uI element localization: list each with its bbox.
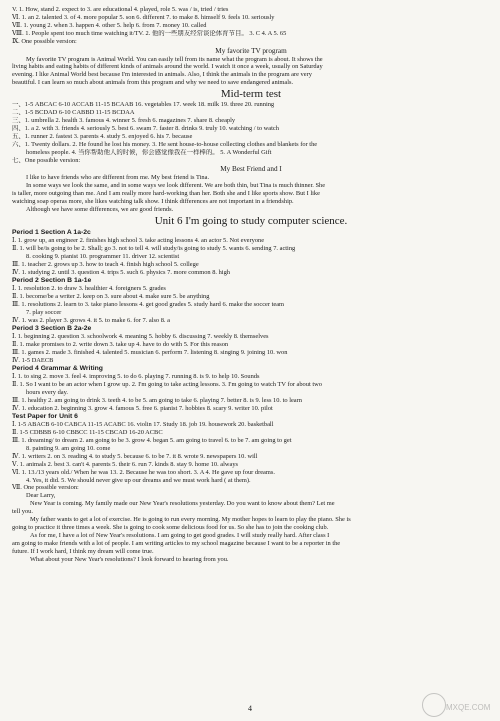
text-line: going to practice it three times a week. She is going to cook some delicious food for us. So she has to join the cooking club. <box>12 523 329 531</box>
text-line: 三、1. umbrella 2. health 3. famous 4. winner 5. fresh 6. magazines 7. share 8. cheaply <box>12 116 236 124</box>
text-line: Ⅰ. 1. resolution 2. to draw 3. healthier 4. foreigners 5. grades <box>12 285 166 293</box>
text-line: New Year is coming. My family made our New Year's resolutions yesterday. Do you want to know about them? Let me <box>30 500 335 508</box>
text-line: Ⅰ. 1. beginning 2. question 3. schoolwork 4. meaning 5. hobby 6. discussing 7. weekly 8. themselves <box>12 333 269 341</box>
text-line: tell you. <box>12 508 33 516</box>
text-line: Ⅰ. 1-5 ABACB 6-10 CABCA 11-15 ACABC 16. violin 17. Study 18. job 19. housework 20. basketball <box>12 421 274 429</box>
text-line: Ⅰ. 1. to sing 2. move 3. feel 4. improving 5. to do 6. playing 7. running 8. is 9. to help 10. Sounds <box>12 373 260 381</box>
text-line: am going to make friends with a lot of people. I am writing articles to my school magazine because I want to be a reporter in the <box>12 539 341 547</box>
text-line: 四、1. a 2. with 3. friends 4. seriously 5. best 6. swam 7. faster 8. drinks 9. truly 10. watching / to watch <box>12 124 279 132</box>
text-line: Ⅳ. 1. education 2. beginning 3. grow 4. famous 5. free 6. pianist 7. hobbies 8. scary 9. writer 10. pilot <box>12 404 273 412</box>
section-heading: Period 2 Section B 1a-1e <box>12 276 92 284</box>
section-heading: Period 1 Section A 1a-2c <box>12 228 91 236</box>
text-line: My favorite TV program is Animal World. You can easily tell from its name what the program is about. It shows the <box>26 55 323 63</box>
section-heading: Period 3 Section B 2a-2e <box>12 324 92 332</box>
text-line: 七、One possible version: <box>12 156 81 164</box>
text-line: Ⅲ. 1. healthy 2. am going to drink 3. teeth 4. to be 5. am going to take 6. playing 7. better 8. is 9. less 10. to learn <box>12 396 302 404</box>
text-line: Ⅲ. 1. resolutions 2. learn to 3. take piano lessons 4. get good grades 5. study hard 6. make the soccer team <box>12 301 285 309</box>
text-line: future. If I work hard, I think my dream will come true. <box>12 547 154 555</box>
text-line: 4. Yes, it did. 5. We should never give up our dreams and we must work hard ( at them). <box>26 476 251 484</box>
seal-icon <box>422 693 446 717</box>
text-line: Ⅸ. One possible version: <box>12 37 77 45</box>
text-line: Ⅱ. 1. So I want to be an actor when I grow up. 2. I'm going to take acting lessons. 3. I'm going to watch TV for about two <box>12 381 322 389</box>
section-heading: Period 4 Grammar & Writing <box>12 364 103 372</box>
text-line: living habits and eating habits of different kinds of animals around the world. I watch it once a week, usually on Saturday <box>12 63 323 71</box>
text-line: Ⅳ. 1. writers 2. on 3. reading 4. to study 5. because 6. to be 7. it 8. wrote 9. newspapers 10. will <box>12 452 258 460</box>
letter <box>12 492 490 563</box>
watermark-logo <box>422 693 492 717</box>
text-line: 7. play soccer <box>26 309 62 316</box>
midterm-answers <box>12 101 490 164</box>
watermark-text: MXQE.COM <box>446 703 491 712</box>
text-line: Ⅶ. One possible version: <box>12 484 79 492</box>
midterm-title: Mid-term test <box>220 88 282 101</box>
essay1-body <box>12 56 490 88</box>
text-line: Ⅲ. 1. games 2. made 3. finished 4. talented 5. musician 6. perform 7. listening 8. singing 9. joining 10. won <box>12 349 288 357</box>
text-line: 六、1. Twenty dollars. 2. He found he lost his money. 3. He sent house-to-house collecting clothes and blankets for the <box>12 140 318 148</box>
text-line: is taller, more outgoing than me. And I am really more hard-working than her. Both she and I like sports show. But I like <box>12 190 320 198</box>
page-number: 4 <box>248 704 252 713</box>
text-line: hours every day. <box>26 389 68 397</box>
text-line: Ⅴ. 1. animals 2. best 3. can't 4. parents 5. their 6. run 7. kinds 8. stay 9. home 10. always <box>12 460 239 468</box>
text-line: 二、1-5 BCDAD 6-10 CABBD 11-15 BCDAA <box>12 109 135 117</box>
text-line: V. 1. How, stand 2. expect to 3. are educational 4. played, role 5. was / is, tried / tries <box>12 6 229 13</box>
text-line: Although we have some differences, we are good friends. <box>26 206 174 214</box>
text-line: My father wants to get a lot of exercise. He is going to run every morning. My mother hopes to learn to play the piano. She is <box>30 516 351 524</box>
text-line: Ⅲ. 1. dreaming/ to dream 2. am going to be 3. grow 4. began 5. am going to travel 6. to be 7. am going to get <box>12 437 292 444</box>
text-line: Ⅳ. 1-5 DAECB <box>12 356 54 364</box>
text-line: watching soap operas more, she likes watching talk show. I think differences are not important in a friendship. <box>12 198 294 206</box>
unit-title: Unit 6 I'm going to study computer science. <box>154 214 348 227</box>
text-line: Ⅳ. 1. studying 2. until 3. question 4. trips 5. such 6. physics 7. more common 8. high <box>12 268 230 276</box>
text-line: As for me, I have a lot of New Year's resolutions. I am going to get good grades. I will study really hard. After class I <box>30 531 330 539</box>
text-line: Ⅵ. 1. 13./13 years old./ When he was 13. 2. Because he was too short. 3. A 4. He gave up four dreams. <box>12 468 275 476</box>
essay2-title: My Best Friend and I <box>220 165 282 174</box>
text-line: Ⅱ. 1. make promises to 2. write down 3. take up 4. have to do with 5. For this reason <box>12 341 229 349</box>
unit-sections <box>12 229 490 492</box>
text-line: Ⅱ. 1-5 CDBBB 6-10 CBBCC 11-15 CBCAD 16-20 ACBC <box>12 429 163 437</box>
text-line: Ⅳ. 1. was 2. player 3. grows 4. it 5. to make 6. for 7. also 8. a <box>12 316 170 324</box>
text-line: 一、1-5 ABCAC 6-10 ACCAB 11-15 BCAAB 16. vegetables 17. week 18. milk 19. three 20. running <box>12 101 275 109</box>
text-line: Ⅱ. 1. become/be a writer 2. keep on 3. sure about 4. make sure 5. be anything <box>12 293 210 301</box>
text-line: 8. painting 9. am going 10. come <box>26 444 111 452</box>
section-heading: Test Paper for Unit 6 <box>12 412 78 420</box>
essay2-body <box>12 174 490 214</box>
text-line: I like to have friends who are different from me. My best friend is Tina. <box>26 174 210 182</box>
text-line: What about your New Year's resolutions? I look forward to hearing from you. <box>30 555 229 563</box>
text-line: Ⅶ. 1. young 2. when 3. happen 4. other 5. help 6. from 7. money 10. called <box>12 21 207 29</box>
text-line: 8. cooking 9. pianist 10. programmer 11. driver 12. scientist <box>26 253 180 261</box>
text-line: beautiful. I can learn so much about animals from this program and why we need to save endangered animals. <box>12 79 294 87</box>
essay1-title: My favorite TV program <box>215 46 287 55</box>
text-line: evening. I like Animal World best because I'm interested in animals. Also, I think the animals in the program are very <box>12 71 312 79</box>
text-line: homeless people. 4. 当你帮助他人的时候，你会感觉像我在一样棒的。 5. A Wonderful Gift <box>26 148 272 156</box>
text-line: Ⅷ. 1. People spent too much time watching it/TV. 2. 他的一些朋友经常谈论体育节目。 3. C 4. A 5. 65 <box>12 29 287 37</box>
text-line: In some ways we look the same, and in some ways we look different. We are both thin, but Tina is much thinner. She <box>26 182 326 190</box>
top-answers <box>12 6 490 46</box>
text-line: 五、1. runner 2. fastest 3. parents 4. study 5. enjoyed 6. his 7. because <box>12 132 193 140</box>
answer-key-page <box>12 6 490 564</box>
text-line: Ⅲ. 1. teacher 2. grows up 3. how to teach 4. finish high school 5. college <box>12 261 199 269</box>
text-line: Ⅰ. 1. grow up, an engineer 2. finishes high school 3. take acting lessons 4. an actor 5. Not everyone <box>12 237 265 245</box>
letter-salutation: Dear Larry, <box>26 492 56 500</box>
text-line: Ⅱ. 1. will be/is going to be 2. Shall; go 3. not to tell 4. will study/is going to study 5. wants 6. sending 7. acting <box>12 245 296 253</box>
text-line: Ⅵ. 1. an 2. talented 3. of 4. more popular 5. son 6. different 7. to make 8. himself 9. feels 10. seriously <box>12 13 275 21</box>
